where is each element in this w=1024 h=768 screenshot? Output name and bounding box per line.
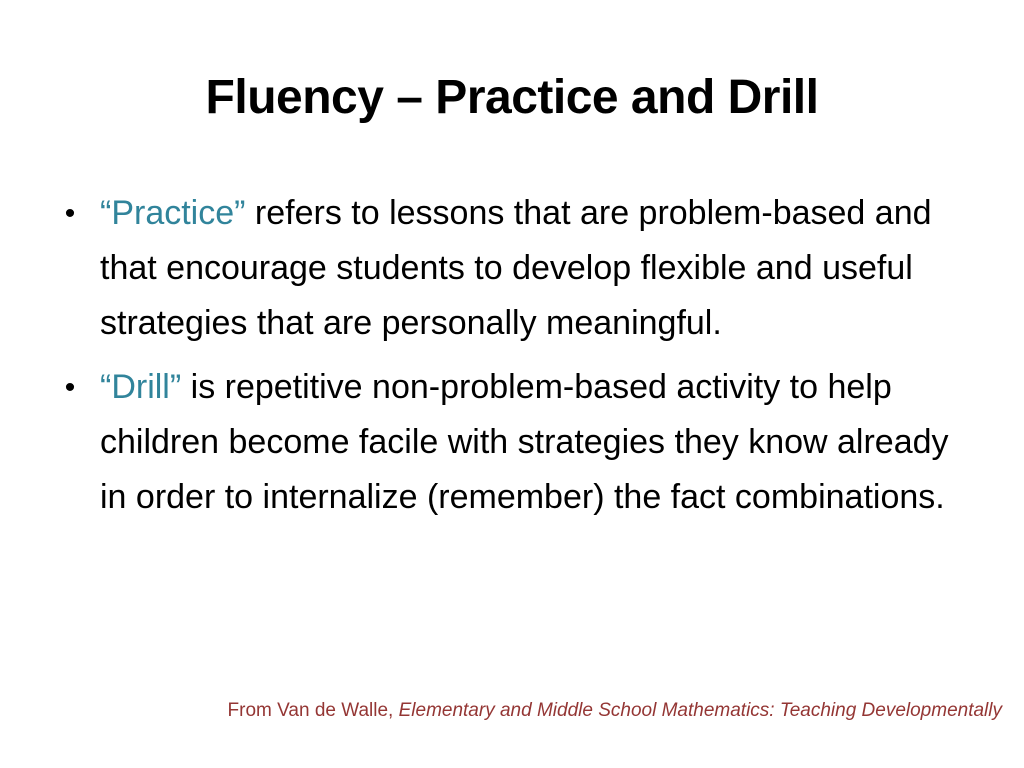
term-drill: “Drill” — [100, 368, 182, 406]
bullet-dot-icon: • — [64, 371, 76, 404]
definition-drill: is repetitive non-problem-based activity to help children become facile with strategies they know already in order to internalize (remember) the fact combinations. — [100, 368, 949, 516]
bullet-drill — [58, 360, 978, 525]
bullet-list — [58, 186, 978, 534]
citation — [228, 700, 1002, 722]
bullet-practice — [58, 186, 978, 351]
slide-title: Fluency – Practice and Drill — [205, 71, 819, 124]
definition-practice: refers to lessons that are problem-based and that encourage students to develop flexible and useful strategies that are personally meaningful. — [100, 194, 932, 342]
term-practice: “Practice” — [100, 194, 246, 232]
citation-prefix: From Van de Walle, — [227, 700, 399, 721]
citation-book-title: Elementary and Middle School Mathematics: Teaching Developmentally — [398, 700, 1002, 721]
bullet-dot-icon: • — [64, 197, 76, 230]
